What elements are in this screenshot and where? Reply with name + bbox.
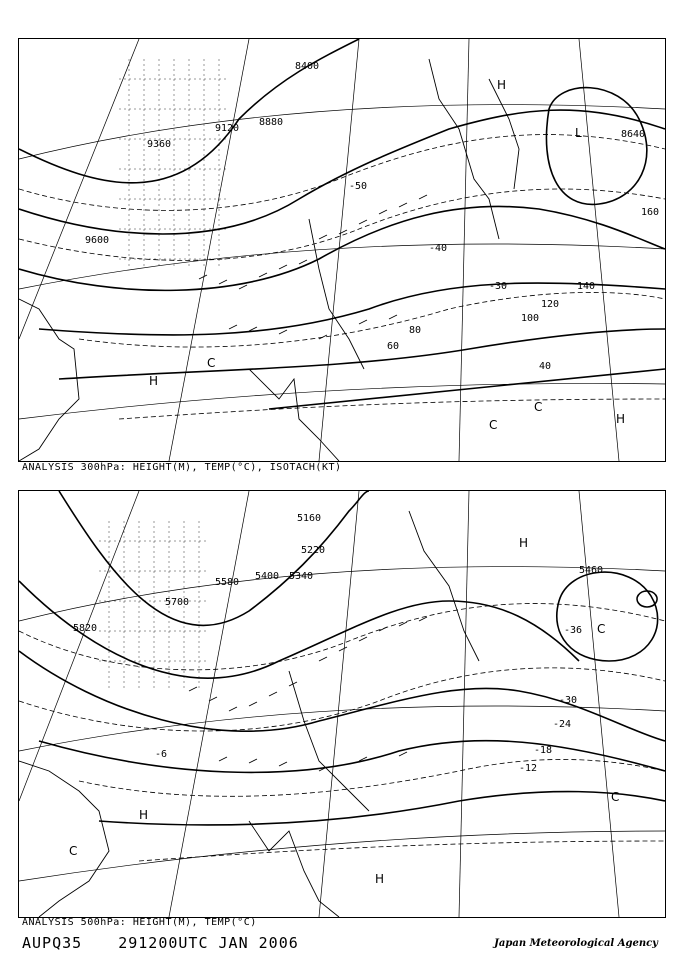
map-panel-500hpa	[18, 490, 666, 918]
temp-label-minus50: -50	[349, 181, 368, 192]
terrain-hatch	[99, 521, 209, 691]
graticule	[19, 39, 665, 461]
chart-footer	[22, 934, 325, 952]
temp-label-minus6: -6	[155, 749, 168, 760]
cold-center-marker-3: C	[611, 790, 620, 804]
height-label-5340: 5340	[289, 571, 314, 582]
low-center-marker: L	[575, 126, 582, 140]
temp-label-minus12: -12	[519, 763, 538, 774]
map-500hpa-graphic	[19, 491, 665, 917]
height-label-5580: 5580	[215, 577, 240, 588]
contour-labels	[69, 513, 619, 886]
height-label-5460: 5460	[579, 565, 604, 576]
height-label-5820: 5820	[73, 623, 98, 634]
isotach-label-40: 40	[539, 361, 552, 372]
height-label-9600: 9600	[85, 235, 110, 246]
height-label-8880: 8880	[259, 117, 284, 128]
height-label-5220: 5220	[301, 545, 326, 556]
temp-label-minus36: -36	[564, 625, 583, 636]
terrain-hatch	[119, 59, 229, 269]
isotach-label-160: 160	[641, 207, 660, 218]
height-label-9360: 9360	[147, 139, 172, 150]
temp-label-minus18: -18	[534, 745, 553, 756]
isotach-label-120: 120	[541, 299, 560, 310]
temp-label-minus30: -30	[559, 695, 578, 706]
cold-center-marker: C	[489, 418, 498, 432]
coastline	[19, 511, 479, 917]
temp-label-minus24: -24	[553, 719, 572, 730]
height-contours	[19, 39, 665, 409]
high-center-marker-2: H	[139, 808, 149, 822]
cold-center-marker-2: C	[534, 400, 543, 414]
temp-label-minus30: -30	[489, 281, 508, 292]
cold-center-marker: C	[597, 622, 606, 636]
wind-barbs	[199, 195, 427, 339]
map-panel-300hpa	[18, 38, 666, 462]
height-label-8400: 8400	[295, 61, 320, 72]
map-300hpa-graphic	[19, 39, 665, 461]
isotach-label-80: 80	[409, 325, 422, 336]
height-label-5400: 5400	[255, 571, 280, 582]
high-center-marker-2: H	[616, 412, 626, 426]
height-label-9120: 9120	[215, 123, 240, 134]
isotach-label-100: 100	[521, 313, 540, 324]
high-center-marker-3: H	[375, 872, 385, 886]
high-center-marker-3: H	[497, 78, 507, 92]
height-label-8640: 8640	[621, 129, 646, 140]
caption-300hpa: ANALYSIS 300hPa: HEIGHT(M), TEMP(°C), ISOTACH(KT)	[22, 462, 342, 473]
isotach-label-60: 60	[387, 341, 400, 352]
cold-center-marker-3: C	[207, 356, 216, 370]
height-label-5700: 5700	[165, 597, 190, 608]
cold-center-marker-2: C	[69, 844, 78, 858]
product-code: AUPQ35	[22, 934, 83, 952]
agency-credit: Japan Meteorological Agency	[494, 938, 658, 949]
caption-500hpa: ANALYSIS 500hPa: HEIGHT(M), TEMP(°C)	[22, 917, 257, 928]
valid-datetime: 291200UTC JAN 2006	[118, 934, 299, 952]
isotach-label-140: 140	[577, 281, 596, 292]
high-center-marker: H	[519, 536, 529, 550]
wind-barbs	[189, 617, 427, 771]
high-center-marker: H	[149, 374, 159, 388]
height-label-5160: 5160	[297, 513, 322, 524]
temp-label-minus40: -40	[429, 243, 448, 254]
